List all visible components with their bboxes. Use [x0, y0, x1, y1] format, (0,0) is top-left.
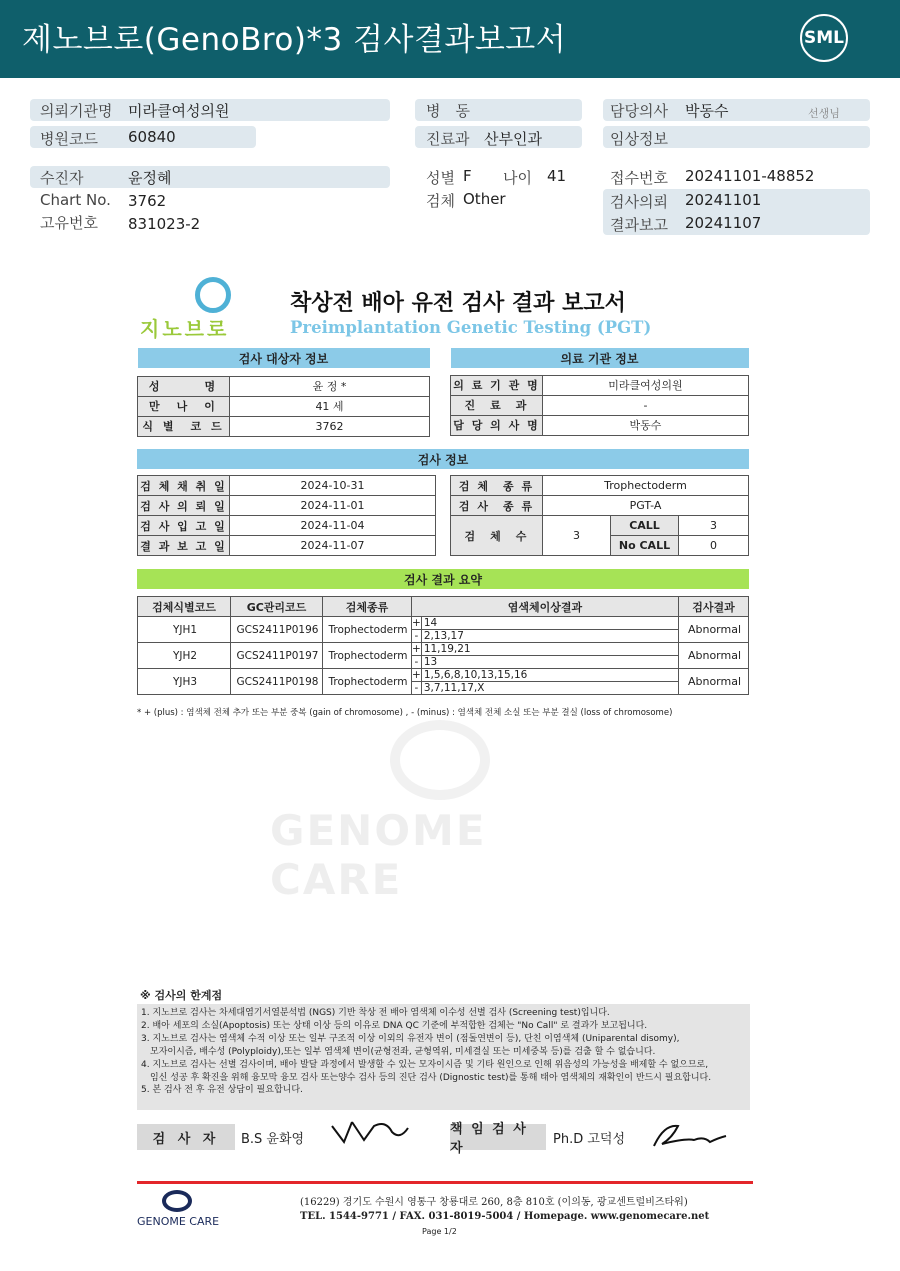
limit-item: 4. 지노브로 검사는 선별 검사이며, 배아 발달 과정에서 발생할 수 있는 모자이시즘 및 기타 원인으로 인해 위음성의 가능성을 배제할 수 없으므로, — [141, 1059, 709, 1070]
name-value: 윤정혜 — [128, 169, 172, 187]
name-label: 수진자 — [40, 169, 84, 187]
sex-label: 성별 — [426, 169, 455, 187]
subject-value: 윤 정 * — [230, 376, 430, 396]
dept-value: 산부인과 — [484, 130, 542, 148]
loss-chromosomes: 3,7,11,17,X — [421, 682, 678, 695]
doctor-label: 담당의사 — [610, 102, 668, 120]
chart-label: Chart No. — [40, 191, 111, 209]
test-date-value: 2024-10-31 — [230, 476, 436, 496]
limits-box — [137, 1004, 750, 1110]
test-date-key: 검 사 의 뢰 일 — [138, 496, 230, 516]
subject-key: 식 별 코 드 — [138, 416, 230, 436]
minus-sign: - — [412, 682, 422, 695]
subject-value: 3762 — [230, 416, 430, 436]
dept-label: 진료과 — [426, 130, 470, 148]
gain-chromosomes: 1,5,6,8,10,13,15,16 — [421, 669, 678, 682]
receipt-label: 접수번호 — [610, 169, 668, 187]
limit-item: 5. 본 검사 전 후 유전 상담이 필요합니다. — [141, 1085, 303, 1096]
request-value: 20241101 — [685, 191, 762, 209]
result-value: Abnormal — [679, 669, 749, 695]
chart-value: 3762 — [128, 192, 167, 210]
gc-code: GCS2411P0196 — [231, 617, 323, 643]
watermark-text: GENOME CARE — [270, 806, 487, 904]
sex-value: F — [463, 167, 472, 185]
summary-header: 검사 결과 요약 — [137, 569, 749, 589]
summary-table — [137, 596, 749, 695]
ward-label: 병 동 — [426, 102, 470, 120]
result-value: Abnormal — [679, 643, 749, 669]
plus-sign: + — [412, 643, 421, 655]
age-label: 나이 — [503, 169, 532, 187]
facility-table — [450, 348, 749, 436]
specimen-type-key: 검 체 종 류 — [451, 476, 543, 496]
subject-key: 성 명 — [138, 376, 230, 396]
column-header: 염색체이상결과 — [412, 597, 679, 617]
institution-label: 의뢰기관명 — [40, 102, 113, 120]
supervisor-name: Ph.D 고덕성 — [553, 1132, 626, 1147]
genobro-ring-icon — [195, 277, 231, 313]
facility-value: - — [543, 395, 749, 415]
genobro-logo-text: 지노브로 — [140, 317, 230, 341]
sml-logo: SML — [800, 14, 848, 62]
test-date-key: 검 체 채 취 일 — [138, 476, 230, 496]
test-date-value: 2024-11-01 — [230, 496, 436, 516]
minus-sign: - — [412, 630, 422, 643]
limit-item: 1. 지노브로 검사는 차세대염기서열분석법 (NGS) 기반 착상 전 배아 염색체 이수성 선별 검사 (Screening test)입니다. — [141, 1008, 610, 1018]
nocall-value: 0 — [679, 536, 749, 556]
report-date-value: 20241107 — [685, 214, 762, 232]
watermark-logo-icon — [390, 720, 490, 800]
test-dates-table — [137, 475, 436, 556]
limit-item: 3. 지노브로 검사는 염색체 수적 이상 또는 일부 구조적 이상 이외의 유전자 변이 (점돌연변이 등), 단친 이염색체 (Uniparental disomy), — [141, 1033, 680, 1044]
footer-contact: TEL. 1544-9771 / FAX. 031-8019-5004 / Homepage. www.genomecare.net — [300, 1211, 710, 1222]
doctor-value: 박동수 — [685, 102, 729, 120]
genome-care-logo — [137, 1190, 227, 1230]
call-value: 3 — [679, 516, 749, 536]
facility-key: 진 료 과 — [451, 395, 543, 415]
test-info-header: 검사 정보 — [137, 449, 749, 469]
facility-key: 담 당 의 사 명 — [451, 415, 543, 435]
report-title: 착상전 배아 유전 검사 결과 보고서 — [290, 291, 626, 316]
subject-value: 41 세 — [230, 396, 430, 416]
summary-header-table — [137, 569, 749, 589]
gain-chromosomes: 14 — [421, 617, 678, 630]
count-key: 검 체 수 — [451, 516, 543, 556]
summary-footnote: * + (plus) : 염색체 전체 추가 또는 부분 중복 (gain of chromosome) , - (minus) : 염색체 전체 소실 또는 부분 결실 (loss of chromosome) — [137, 708, 673, 718]
hospital-code-label: 병원코드 — [40, 130, 98, 148]
doctor-suffix: 선생님 — [808, 107, 840, 120]
receipt-value: 20241101-48852 — [685, 167, 815, 185]
specimen-label: 검체 — [426, 192, 455, 210]
subject-key: 만 나 이 — [138, 396, 230, 416]
tester-label: 검 사 자 — [137, 1124, 235, 1150]
column-header: 검체식별코드 — [138, 597, 231, 617]
sample-type: Trophectoderm — [323, 617, 412, 643]
footer-address: (16229) 경기도 수원시 영통구 창룡대로 260, 8층 810호 (이의동, 광교센트럴비즈타워) — [300, 1197, 688, 1208]
tester-name: B.S 윤화영 — [241, 1132, 305, 1147]
nocall-key: No CALL — [611, 536, 679, 556]
sample-type: Trophectoderm — [323, 669, 412, 695]
footer-address-block — [300, 1196, 709, 1224]
footer-logo-text: GENOME CARE — [137, 1215, 220, 1228]
report-subtitle: Preimplantation Genetic Testing (PGT) — [290, 318, 652, 337]
sample-id: YJH3 — [138, 669, 231, 695]
column-header: GC관리코드 — [231, 597, 323, 617]
test-date-value: 2024-11-04 — [230, 516, 436, 536]
footer-divider — [137, 1181, 753, 1184]
supervisor-label: 책 임 검 사 자 — [450, 1124, 546, 1150]
result-value: Abnormal — [679, 617, 749, 643]
test-date-key: 결 과 보 고 일 — [138, 536, 230, 556]
uid-value: 831023-2 — [128, 215, 201, 233]
facility-value: 박동수 — [543, 415, 749, 435]
subject-header: 검사 대상자 정보 — [138, 348, 430, 368]
tester-signature-icon — [330, 1116, 410, 1148]
page-number: Page 1/2 — [422, 1227, 457, 1236]
loss-chromosomes: 2,13,17 — [421, 630, 678, 643]
sample-type: Trophectoderm — [323, 643, 412, 669]
specimen-value: Other — [463, 190, 506, 208]
clinical-label: 임상정보 — [610, 130, 668, 148]
limit-item: 모자이시즘, 배수성 (Polyploidy),또는 일부 염색체 변이(균형전좌, 균형역위, 미세결실 또는 미세중복 등)를 검출 할 수 없습니다. — [141, 1046, 656, 1057]
institution-value: 미라클여성의원 — [128, 102, 230, 120]
header-bar — [0, 0, 900, 78]
name-pill — [30, 166, 390, 188]
specimen-type-value: Trophectoderm — [543, 476, 749, 496]
plus-sign: + — [412, 669, 421, 681]
facility-header: 의료 기관 정보 — [451, 348, 749, 368]
uid-label: 고유번호 — [40, 214, 98, 232]
facility-key: 의 료 기 관 명 — [451, 375, 543, 395]
column-header: 검사결과 — [679, 597, 749, 617]
plus-sign: + — [412, 617, 421, 629]
gc-code: GCS2411P0197 — [231, 643, 323, 669]
test-info-header-table — [137, 449, 749, 469]
genome-care-logo-icon — [162, 1190, 192, 1212]
sample-id: YJH1 — [138, 617, 231, 643]
facility-value: 미라클여성의원 — [543, 375, 749, 395]
loss-chromosomes: 13 — [421, 656, 678, 669]
age-value: 41 — [547, 167, 567, 185]
limit-item: 2. 배아 세포의 소실(Apoptosis) 또는 상태 이상 등의 이유로 DNA QC 기준에 부적합한 검체는 "No Call" 로 결과가 보고됩니다. — [141, 1020, 648, 1031]
limits-title: ※ 검사의 한계점 — [140, 989, 223, 1002]
genobro-logo — [140, 275, 250, 341]
genome-care-watermark — [270, 720, 630, 904]
call-key: CALL — [611, 516, 679, 536]
report-date-label: 결과보고 — [610, 216, 668, 234]
gain-chromosomes: 11,19,21 — [421, 643, 678, 656]
test-type-key: 검 사 종 류 — [451, 496, 543, 516]
minus-sign: - — [412, 656, 422, 669]
subject-table — [137, 348, 430, 437]
hospital-code-value: 60840 — [128, 128, 176, 146]
test-date-value: 2024-11-07 — [230, 536, 436, 556]
test-type-value: PGT-A — [543, 496, 749, 516]
limit-item: 임신 성공 후 확진을 위해 융모막 융모 검사 또는양수 검사 등의 진단 검사 (Dignostic test)를 통해 태아 염색체의 재확인이 반드시 필요합니다. — [141, 1072, 712, 1083]
gc-code: GCS2411P0198 — [231, 669, 323, 695]
sample-id: YJH2 — [138, 643, 231, 669]
count-value: 3 — [543, 516, 611, 556]
test-date-key: 검 사 입 고 일 — [138, 516, 230, 536]
test-specimen-table — [450, 475, 749, 556]
supervisor-signature-icon — [650, 1118, 730, 1150]
column-header: 검체종류 — [323, 597, 412, 617]
request-label: 검사의뢰 — [610, 193, 668, 211]
document-title: 제노브로(GenoBro)*3 검사결과보고서 — [22, 22, 567, 58]
